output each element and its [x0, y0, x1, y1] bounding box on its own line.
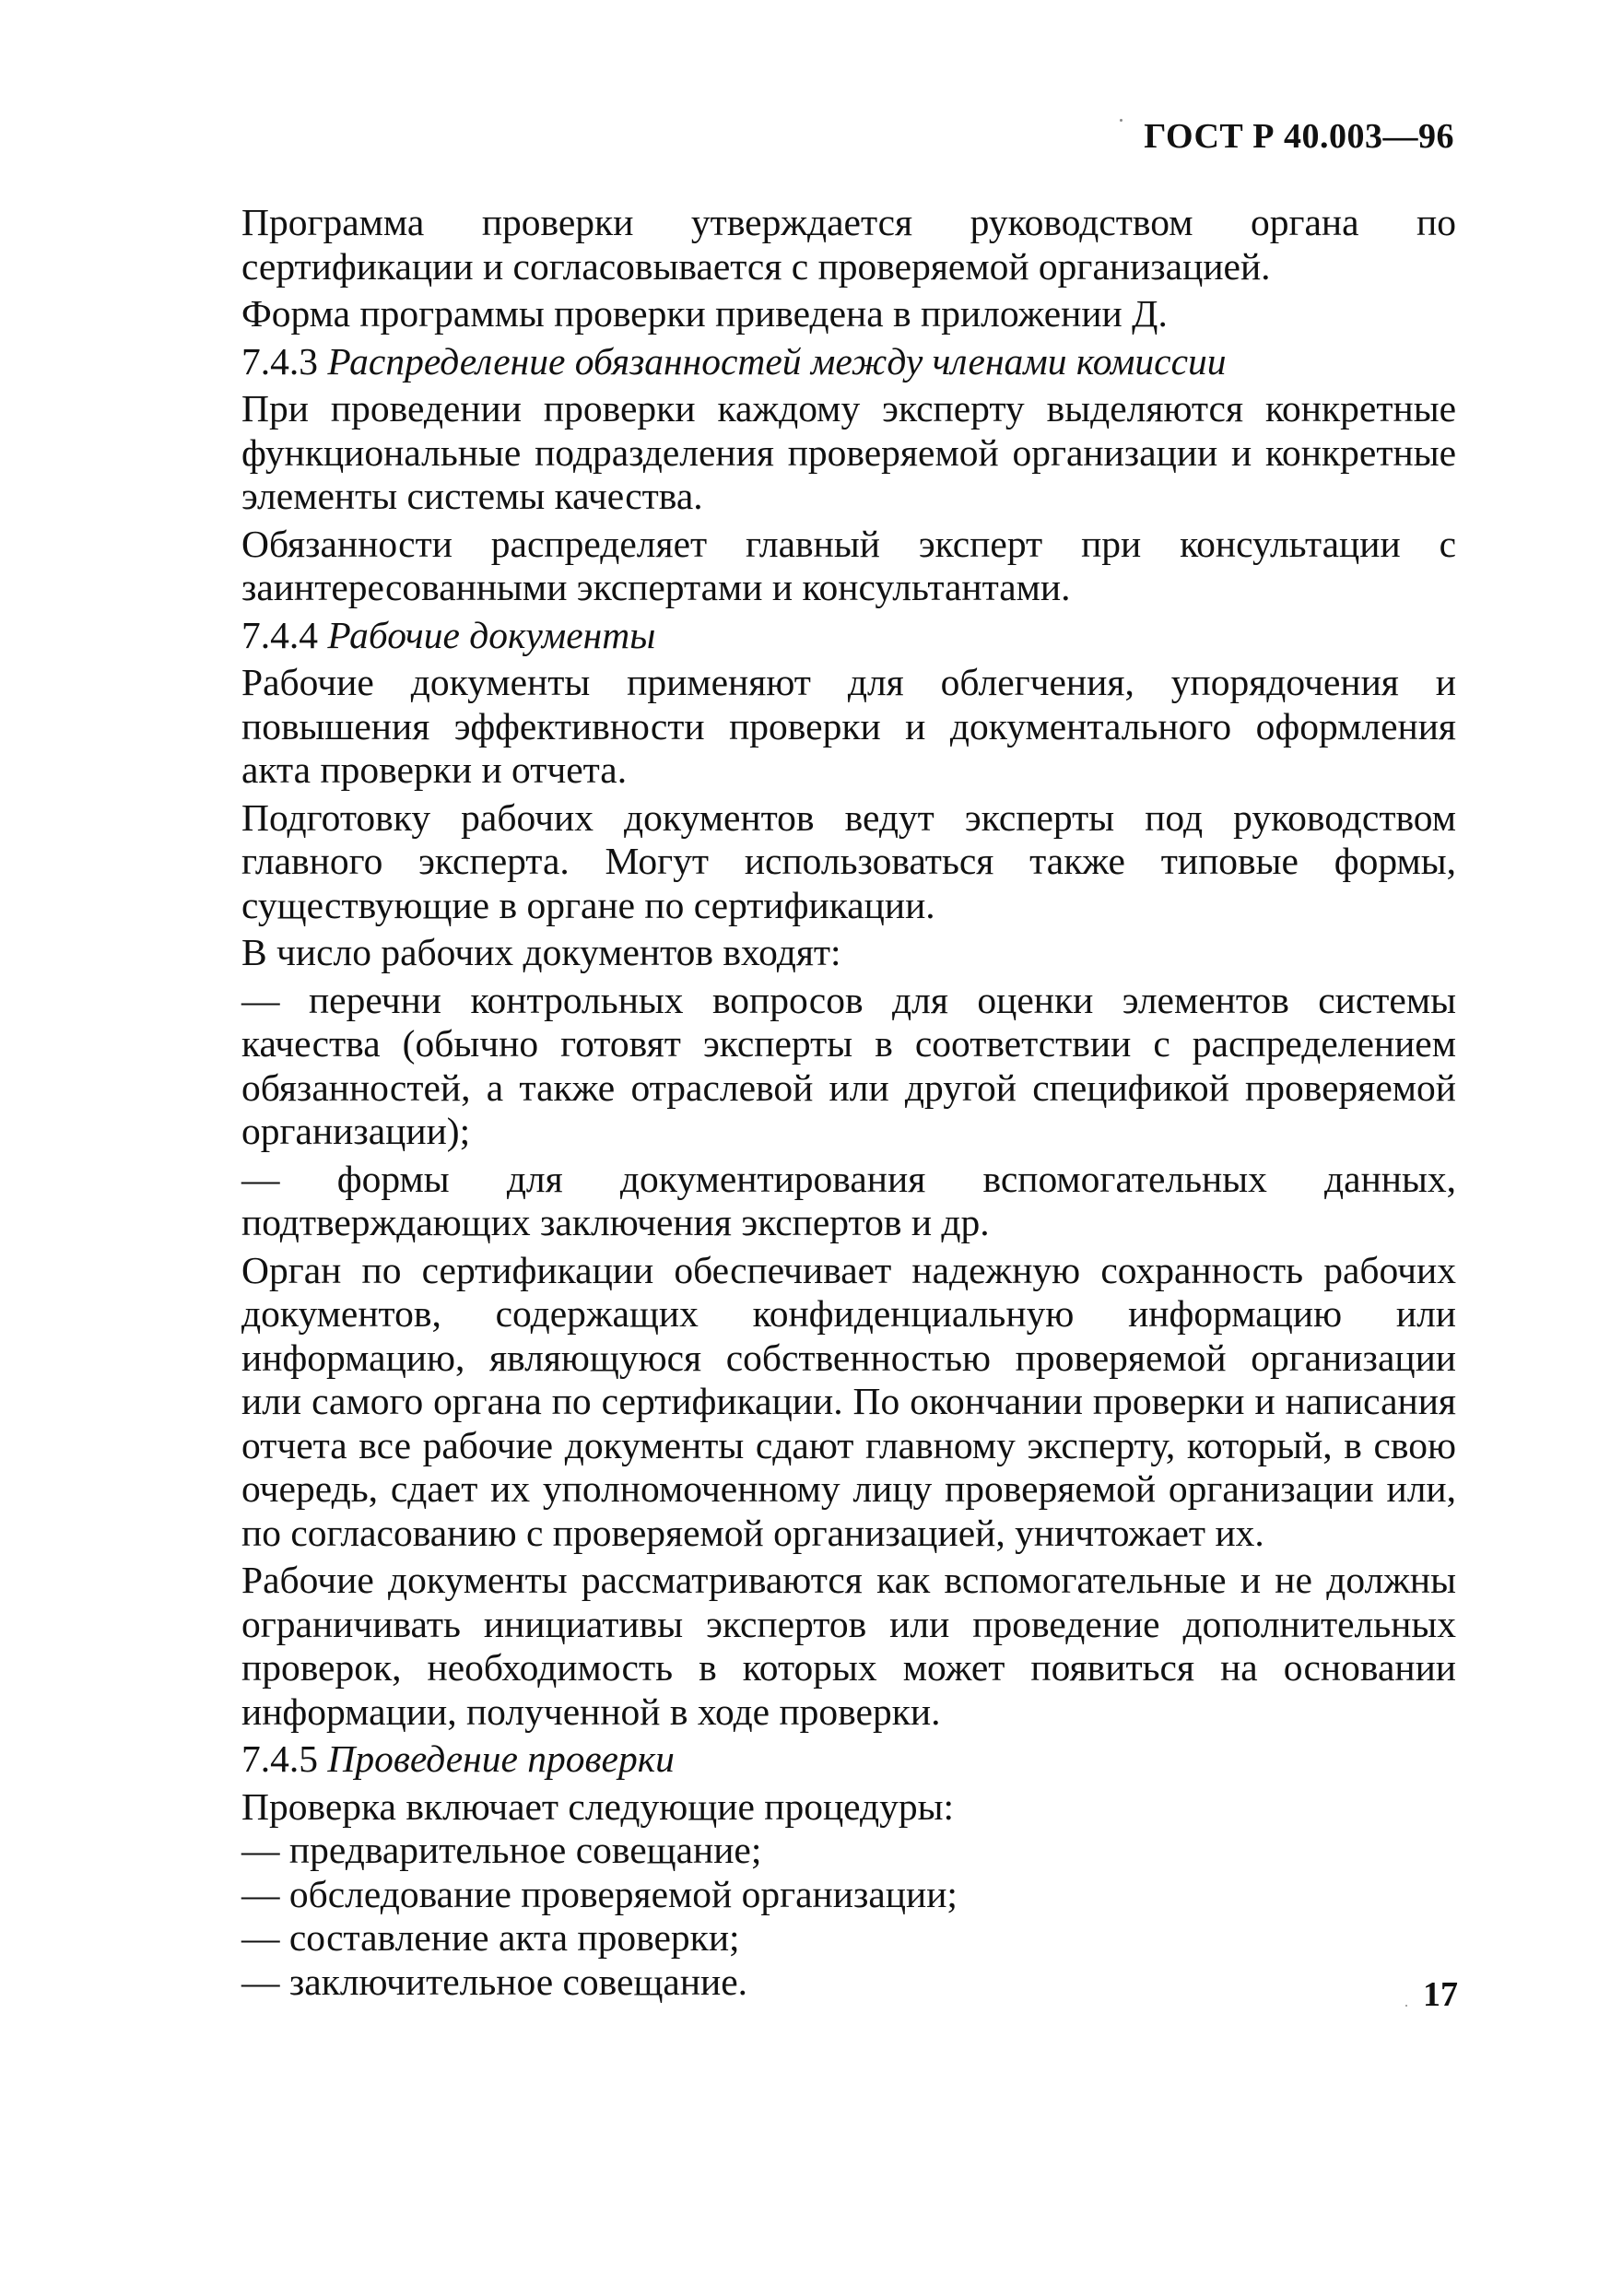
section-number: 7.4.5	[241, 1737, 318, 1780]
section-number: 7.4.4	[241, 613, 318, 656]
paragraph-text: В число рабочих документов входят:	[241, 931, 841, 973]
paragraph-text: Проверка включает следующие процедуры:	[241, 1784, 955, 1828]
procedure-item: — заключительное совещание.	[241, 1960, 748, 2003]
list-item	[241, 1158, 1456, 1245]
paragraph	[241, 1785, 1456, 1830]
procedure-item: — составление акта проверки;	[241, 1916, 740, 1959]
paragraph-text: Орган по сертификации обеспечивает надежную сохранность рабочих документов, содержащих конфиденциальную информацию или информацию, являющуюся собственностью проверяемой организации или самого органа по сертификации. По окончании проверки и написания отчета все рабочие документы сдают главному эксперту, который, в свою очередь, сдает их уполномоченному лицу проверяемой организации или, по согласованию с проверяемой организацией, уничтожает их.	[241, 1248, 1456, 1554]
scan-speck	[1120, 119, 1122, 122]
paragraph	[241, 292, 1456, 336]
section-heading-7-4-3	[241, 340, 1456, 384]
paragraph	[241, 387, 1456, 519]
list-item	[241, 979, 1456, 1154]
paragraph-text: — перечни контрольных вопросов для оценки элементов системы качества (обычно готовят эксперты в соответствии с распределением обязанностей, а также отраслевой или другой спецификой проверяемой организации);	[241, 978, 1456, 1152]
scan-speck	[1405, 2005, 1407, 2007]
section-title: Распределение обязанностей между членами комиссии	[327, 339, 1227, 383]
paragraph-text: Форма программы проверки приведена в приложении Д.	[241, 292, 1168, 335]
paragraph	[241, 796, 1456, 928]
paragraph-text: При проведении проверки каждому эксперту выделяются конкретные функциональные подразделения проверяемой организации и конкретные элементы системы качества.	[241, 387, 1456, 517]
paragraph-text: — формы для документирования вспомогательных данных, подтверждающих заключения экспертов и др.	[241, 1157, 1456, 1243]
paragraph	[241, 523, 1456, 610]
paragraph	[241, 1249, 1456, 1556]
section-title: Рабочие документы	[327, 613, 656, 656]
section-number: 7.4.3	[241, 339, 318, 383]
document-body	[241, 201, 1456, 2004]
page-number: 17	[1423, 1975, 1458, 2014]
document-code-header: ГОСТ Р 40.003—96	[1144, 117, 1454, 156]
paragraph-text: Рабочие документы применяют для облегчения, упорядочения и повышения эффективности проверки и документального оформления акта проверки и отчета.	[241, 661, 1456, 791]
procedure-item: — обследование проверяемой организации;	[241, 1872, 958, 1915]
paragraph	[241, 1559, 1456, 1734]
procedure-item: — предварительное совещание;	[241, 1829, 762, 1871]
paragraph-text: Обязанности распределяет главный эксперт при консультации с заинтересованными экспертами и консультантами.	[241, 522, 1456, 608]
section-heading-7-4-4	[241, 614, 1456, 658]
paragraph	[241, 661, 1456, 793]
section-heading-7-4-5	[241, 1737, 1456, 1782]
paragraph-text: Рабочие документы рассматриваются как вспомогательные и не должны ограничивать инициативы экспертов или проведение дополнительных проверок, необходимость в которых может появиться на основании информации, полученной в ходе проверки.	[241, 1559, 1456, 1733]
paragraph-text: Подготовку рабочих документов ведут эксперты под руководством главного эксперта. Могут использоваться также типовые формы, существующие в органе по сертификации.	[241, 795, 1456, 926]
section-title: Проведение проверки	[327, 1737, 675, 1780]
paragraph	[241, 931, 1456, 975]
paragraph	[241, 201, 1456, 288]
paragraph-text: Программа проверки утверждается руководством органа по сертификации и согласовывается с проверяемой организацией.	[241, 201, 1456, 288]
